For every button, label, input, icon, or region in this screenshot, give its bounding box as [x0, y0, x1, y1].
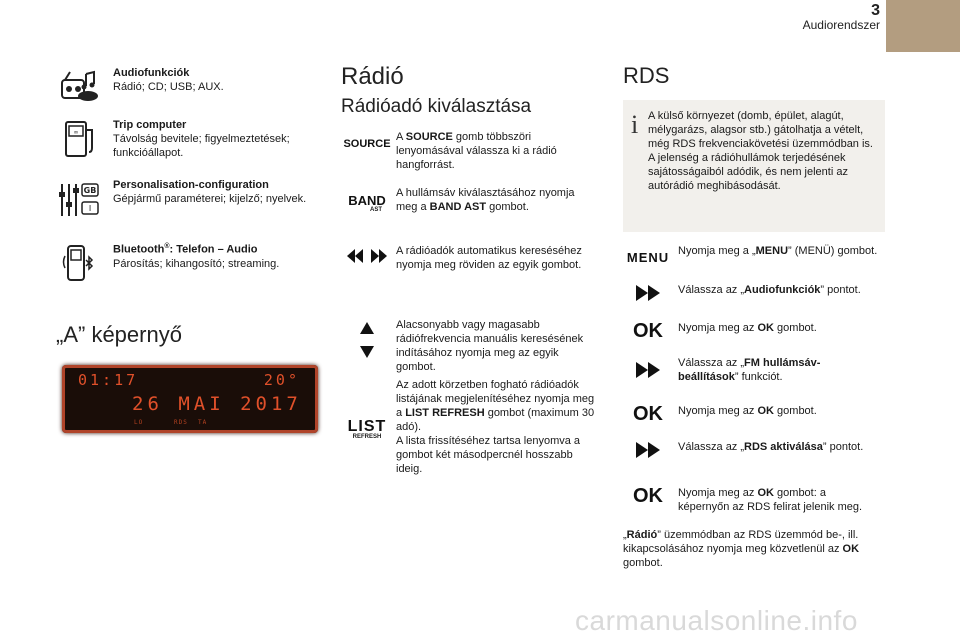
svg-text:∞: ∞	[73, 129, 79, 136]
step-row-audio	[623, 283, 885, 301]
radio-row-band	[341, 186, 601, 214]
rds-heading: RDS	[623, 63, 670, 88]
text: ” funkciót.	[734, 371, 783, 383]
radio-row-seek	[341, 244, 601, 272]
step-text	[673, 244, 878, 258]
text-bold: BAND AST	[429, 201, 487, 213]
bluetooth-title: Bluetooth	[113, 243, 165, 256]
personalisation-icon	[56, 178, 108, 222]
text-bold: MENU	[755, 245, 789, 257]
section-name: Audiorendszer	[802, 18, 880, 32]
radio-heading: Rádió	[341, 63, 404, 90]
text-bold: LIST REFRESH	[405, 407, 485, 419]
menu-item-personalisation	[56, 178, 326, 222]
bluetooth-title-rest: : Telefon – Audio	[169, 243, 258, 256]
text: Nyomja meg a „	[678, 245, 756, 257]
text: Válassza az „	[678, 441, 745, 453]
radio-row-text	[393, 378, 598, 476]
radio-row-manual	[341, 318, 601, 374]
text-bold: OK	[757, 405, 774, 417]
menu-item-title: Trip computer	[113, 119, 187, 131]
text: Nyomja meg az	[678, 322, 758, 334]
radio-subheading: Rádióadó kiválasztása	[341, 96, 532, 117]
text: Nyomja meg az	[678, 405, 758, 417]
text-bold: OK	[757, 487, 774, 499]
text: Válassza az „	[678, 284, 745, 296]
text: ” (MENÜ) gombot.	[788, 245, 878, 257]
display-time: 01:17	[78, 371, 139, 389]
text: Válassza az „	[678, 357, 745, 369]
menu-item-title	[113, 240, 279, 257]
step-text	[673, 440, 878, 454]
text-bold: OK	[842, 543, 860, 555]
text-bold: Rádió	[626, 529, 658, 541]
text: gomb többszöri lenyomásával válassza ki a rádió hangforrást.	[396, 131, 557, 171]
step-text	[673, 356, 878, 384]
menu-item-audio	[56, 66, 326, 110]
radio-row-text: Alacsonyabb vagy magasabb rádiófrekvencia manuális keresésének indításához nyomja meg az egyik gombot.	[396, 319, 584, 373]
ok-key-label: OK	[633, 320, 663, 342]
display-temperature: 20°	[263, 371, 300, 389]
svg-text:GB: GB	[83, 186, 97, 195]
step-text	[673, 485, 878, 514]
ok-key-icon	[623, 485, 673, 508]
bluetooth-phone-icon	[56, 240, 108, 284]
ok-key-icon	[623, 320, 673, 343]
text-bold: FM hullámsáv-beállítások	[678, 357, 821, 383]
menu-item-body: Párosítás; kihangosító; streaming.	[113, 257, 280, 270]
radio-row-source	[341, 130, 601, 172]
text-bold: RDS aktiválása	[744, 441, 823, 453]
radio-row-list	[341, 378, 601, 476]
text: ” pontot.	[822, 441, 864, 453]
rds-footnote	[623, 528, 885, 570]
text: gombot (maximum 30 adó).	[396, 407, 595, 433]
trip-computer-icon	[56, 118, 108, 162]
step-row-ok-1	[623, 320, 885, 343]
text: A hullámsáv kiválasztásához nyomja meg a	[396, 187, 575, 213]
band-key-sublabel: AST	[370, 207, 382, 213]
step-text	[673, 283, 878, 297]
display-indicator-lo: LO	[134, 419, 144, 426]
text-bold: OK	[757, 322, 774, 334]
text-bold: Audiofunkciók	[744, 284, 821, 296]
section-tab	[886, 0, 960, 52]
svg-text:I: I	[88, 204, 92, 213]
step-row-menu	[623, 244, 885, 265]
text: gombot: a képernyőn az RDS felirat jelenik meg.	[678, 487, 863, 513]
radio-row-text: A rádióadók automatikus kereséséhez nyomja meg röviden az egyik gombot.	[396, 245, 582, 271]
menu-item-title: Personalisation-configuration	[113, 179, 269, 191]
menu-item-body: Távolság bevitele; figyelmeztetések; funkcióállapot.	[113, 133, 290, 159]
text: ” pontot.	[820, 284, 861, 296]
menu-key-label: MENU	[626, 250, 670, 265]
menu-item-bluetooth	[56, 240, 326, 284]
screen-heading: „A” képernyő	[56, 322, 182, 347]
up-down-arrows-icon	[341, 318, 393, 374]
ok-key-label: OK	[633, 485, 663, 507]
text-bold: SOURCE	[405, 131, 453, 143]
watermark: carmanualsonline.info	[575, 605, 858, 636]
menu-item-body: Gépjármű paraméterei; kijelző; nyelvek.	[113, 193, 307, 205]
text: „	[623, 529, 627, 541]
audio-icon	[56, 66, 108, 110]
step-row-ok-3	[623, 485, 885, 514]
step-row-rds	[623, 440, 885, 458]
text: gombot.	[773, 322, 817, 334]
source-key-label: SOURCE	[343, 138, 391, 150]
text: Nyomja meg az	[678, 487, 758, 499]
forward-icon	[623, 440, 673, 458]
text: ” üzemmódban az RDS üzemmód be-, ill. kikapcsolásához nyomja meg közvetlenül az	[623, 529, 859, 555]
display-indicator-ta: TA	[198, 419, 208, 426]
page-number: 3	[871, 2, 880, 19]
radio-row-text	[393, 186, 598, 214]
info-text: A külső környezet (domb, épület, alagút, mélygarázs, alagsor stb.) gátolhatja a vételt, még RDS frekvenciakövetési üzemmódban is. A jelenség a rádióhullámok terjedésének sajátosságaiból adódik, és nem jelenti az autórádió meghibásodását.	[648, 110, 873, 192]
display-screen	[62, 365, 318, 433]
refresh-key-sublabel: REFRESH	[352, 434, 382, 440]
band-key-label: BAND	[348, 193, 386, 208]
text: gombot.	[623, 557, 663, 569]
text: Az adott körzetben fogható rádióadók listájának megjelenítéséhez nyomja meg a	[396, 379, 595, 419]
text: A	[396, 131, 406, 143]
step-row-fm	[623, 356, 885, 384]
menu-item-trip-computer	[56, 118, 326, 162]
menu-item-title: Audiofunkciók	[113, 67, 190, 79]
text: gombot.	[486, 201, 529, 213]
seek-arrows-icon	[341, 244, 393, 272]
ok-key-label: OK	[633, 403, 663, 425]
text: gombot.	[773, 405, 817, 417]
list-key-label: LIST	[347, 418, 387, 435]
radio-row-text	[393, 130, 598, 172]
step-row-ok-2	[623, 403, 885, 426]
display-date: 26 MAI 2017	[132, 393, 302, 415]
menu-item-body: Rádió; CD; USB; AUX.	[113, 81, 224, 93]
forward-icon	[623, 283, 673, 301]
display-indicator-rds: RDS	[174, 419, 188, 426]
step-text	[673, 320, 878, 335]
info-icon: i	[631, 110, 639, 139]
registered-mark: ®	[164, 243, 170, 250]
band-key-icon	[341, 186, 393, 214]
ok-key-icon	[623, 403, 673, 426]
menu-key-icon	[623, 244, 673, 265]
source-key-icon	[341, 130, 393, 172]
step-text	[673, 403, 878, 418]
text: A lista frissítéséhez tartsa lenyomva a gombot két másodpercnél hosszabb ideig.	[396, 435, 581, 475]
list-refresh-key-icon	[341, 378, 393, 476]
forward-icon	[623, 356, 673, 378]
info-box	[623, 100, 885, 232]
